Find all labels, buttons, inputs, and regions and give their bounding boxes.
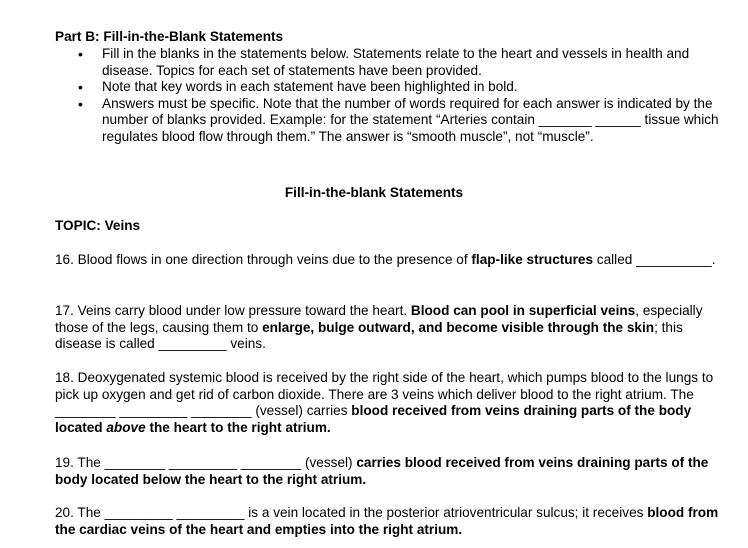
statements-heading: Fill-in-the-blank Statements bbox=[284, 185, 464, 200]
question-16: 16. Blood flows in one direction through veins due to the presence of flap-like structures called __________. bbox=[55, 252, 716, 267]
question-20: 20. The _________ _________ is a vein located in the posterior atrioventricular sulcus; it receives blood from the cardiac veins of the heart and empties into the right atrium. bbox=[55, 505, 719, 537]
part-title: Part B: Fill-in-the-Blank Statements bbox=[55, 29, 284, 44]
instruction-item: • Note that key words in each statement have been highlighted in bold. bbox=[78, 79, 518, 95]
question-18: 18. Deoxygenated systemic blood is received by the right side of the heart, which pumps blood to the lungs to pick up oxygen and get rid of carbon dioxide. There are 3 veins which deliver blood to the right atrium. The ________ _________ ________ (vessel) carries blood received from veins draining parts of the body located above the heart to the right atrium. bbox=[55, 370, 714, 435]
question-17: 17. Veins carry blood under low pressure toward the heart. Blood can pool in superficial veins, especially those of the legs, causing them to enlarge, bulge outward, and become visible through the skin; this disease is called _________ veins. bbox=[55, 303, 703, 351]
bullet-icon: • bbox=[78, 79, 83, 95]
bullet-icon: • bbox=[78, 95, 83, 112]
instructions-list bbox=[55, 46, 725, 145]
bullet-icon: • bbox=[78, 46, 83, 62]
question-19: 19. The ________ _________ ________ (vessel) carries blood received from veins draining parts of the body located below the heart to the right atrium. bbox=[55, 455, 709, 487]
instruction-item: • Answers must be specific. Note that the number of words required for each answer is indicated by the number of blanks provided. Example: for the statement “Arteries contain _______ ______ tissue which regulates blood flow through them.” The answer is “smooth muscle”, not “muscle”. bbox=[78, 95, 719, 144]
topic-heading: TOPIC: Veins bbox=[55, 218, 141, 233]
instruction-item: • Fill in the blanks in the statements below. Statements relate to the heart and vessels in health and disease. Topics for each set of statements have been provided. bbox=[78, 46, 690, 78]
